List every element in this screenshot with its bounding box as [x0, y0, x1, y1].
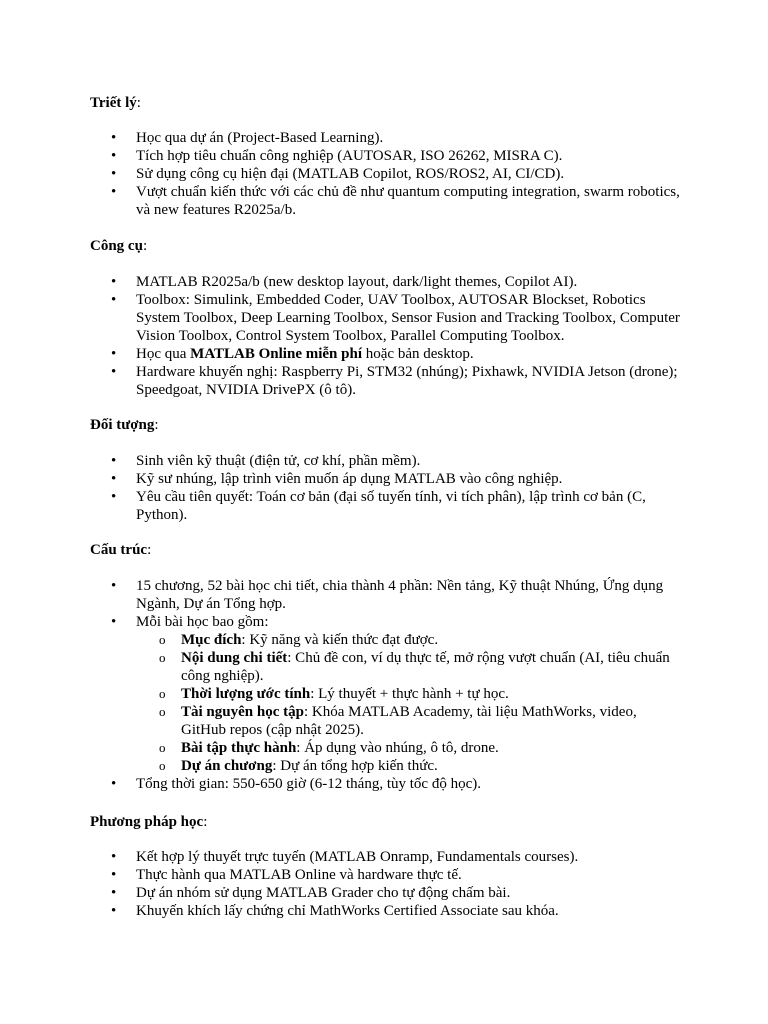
sub-item-text: : Kỹ năng và kiến thức đạt được. — [241, 632, 439, 648]
list-item-text: Mỗi bài học bao gồm: — [136, 614, 269, 630]
sub-item-label: Nội dung chi tiết — [181, 650, 288, 666]
sub-item-text: : Lý thuyết + thực hành + tự học. — [310, 686, 509, 702]
list-item — [136, 345, 684, 363]
list-item-text: Học qua — [136, 346, 191, 362]
list-item: • Sử dụng công cụ hiện đại (MATLAB Copilot, ROS/ROS2, AI, CI/CD). — [136, 165, 684, 183]
list-item — [136, 613, 684, 775]
structure-list — [136, 577, 684, 793]
heading-text: Đối tượng — [90, 417, 155, 433]
list-item: • 15 chương, 52 bài học chi tiết, chia thành 4 phần: Nền tảng, Kỹ thuật Nhúng, Ứng dụng Ngành, Dự án Tổng hợp. — [136, 577, 684, 613]
sub-item-label: Bài tập thực hành — [181, 740, 297, 756]
list-item: • Sinh viên kỹ thuật (điện tử, cơ khí, phần mềm). — [136, 452, 684, 470]
sub-list-item — [181, 703, 684, 739]
philosophy-list — [136, 129, 684, 219]
sub-item-text: : Áp dụng vào nhúng, ô tô, drone. — [296, 740, 499, 756]
sub-item-label: Mục đích — [181, 632, 242, 648]
sub-list-item — [181, 631, 684, 649]
list-item: • Vượt chuẩn kiến thức với các chủ đề như quantum computing integration, swarm robotics, và new features R2025a/b. — [136, 183, 684, 219]
sub-list-item — [181, 739, 684, 757]
heading-colon: : — [203, 814, 208, 830]
heading-colon: : — [147, 542, 152, 558]
heading-text: Phương pháp học — [90, 814, 204, 830]
list-item: • Toolbox: Simulink, Embedded Coder, UAV Toolbox, AUTOSAR Blockset, Robotics System Toolbox, Deep Learning Toolbox, Sensor Fusion and Tracking Toolbox, Computer Vision Toolbox, Control System Toolbox, Parallel Computing Toolbox. — [136, 291, 684, 345]
sub-item-label: Thời lượng ước tính — [181, 686, 311, 702]
sub-list-item — [181, 757, 684, 775]
list-item: • Tổng thời gian: 550-650 giờ (6-12 tháng, tùy tốc độ học). — [136, 775, 684, 793]
section-heading-audience — [90, 416, 159, 434]
list-item: • Khuyến khích lấy chứng chỉ MathWorks Certified Associate sau khóa. — [136, 902, 684, 920]
list-item: • MATLAB R2025a/b (new desktop layout, dark/light themes, Copilot AI). — [136, 273, 684, 291]
list-item-text: hoặc bản desktop. — [362, 346, 474, 362]
list-item: • Hardware khuyến nghị: Raspberry Pi, STM32 (nhúng); Pixhawk, NVIDIA Jetson (drone); Speedgoat, NVIDIA DrivePX (ô tô). — [136, 363, 684, 399]
list-item: • Yêu cầu tiên quyết: Toán cơ bản (đại số tuyến tính, vi tích phân), lập trình cơ bản (C, Python). — [136, 488, 684, 524]
heading-colon: : — [136, 95, 141, 111]
sub-item-label: Dự án chương — [181, 758, 273, 774]
section-heading-tools — [90, 237, 147, 255]
heading-text: Công cụ — [90, 238, 143, 254]
section-heading-structure — [90, 541, 151, 559]
section-heading-philosophy — [90, 94, 141, 112]
heading-colon: : — [154, 417, 159, 433]
section-heading-methods — [90, 813, 207, 831]
sub-item-text: : Chủ đề con, ví dụ thực tế, mở rộng vượt chuẩn (AI, tiêu chuẩn công nghiệp). — [181, 650, 670, 684]
list-item: • Dự án nhóm sử dụng MATLAB Grader cho tự động chấm bài. — [136, 884, 684, 902]
heading-text: Triết lý — [90, 95, 137, 111]
sub-list-item — [181, 685, 684, 703]
list-item: • Kỹ sư nhúng, lập trình viên muốn áp dụng MATLAB vào công nghiệp. — [136, 470, 684, 488]
methods-list — [136, 848, 684, 920]
list-item: • Kết hợp lý thuyết trực tuyến (MATLAB Onramp, Fundamentals courses). — [136, 848, 684, 866]
sub-item-label: Tài nguyên học tập — [181, 704, 304, 720]
heading-text: Cấu trúc — [90, 542, 148, 558]
heading-colon: : — [142, 238, 148, 254]
lesson-components-list — [136, 631, 684, 775]
list-item: • Tích hợp tiêu chuẩn công nghiệp (AUTOSAR, ISO 26262, MISRA C). — [136, 147, 684, 165]
audience-list — [136, 452, 684, 524]
list-item-bold-text: MATLAB Online miễn phí — [190, 346, 362, 362]
sub-item-text: : Dự án tổng hợp kiến thức. — [272, 758, 438, 774]
list-item: • Học qua dự án (Project-Based Learning). — [136, 129, 684, 147]
list-item: • Thực hành qua MATLAB Online và hardware thực tế. — [136, 866, 684, 884]
tools-list — [136, 273, 684, 399]
sub-list-item — [181, 649, 684, 685]
sub-item-text: : Khóa MATLAB Academy, tài liệu MathWorks, video, GitHub repos (cập nhật 2025). — [181, 704, 637, 738]
